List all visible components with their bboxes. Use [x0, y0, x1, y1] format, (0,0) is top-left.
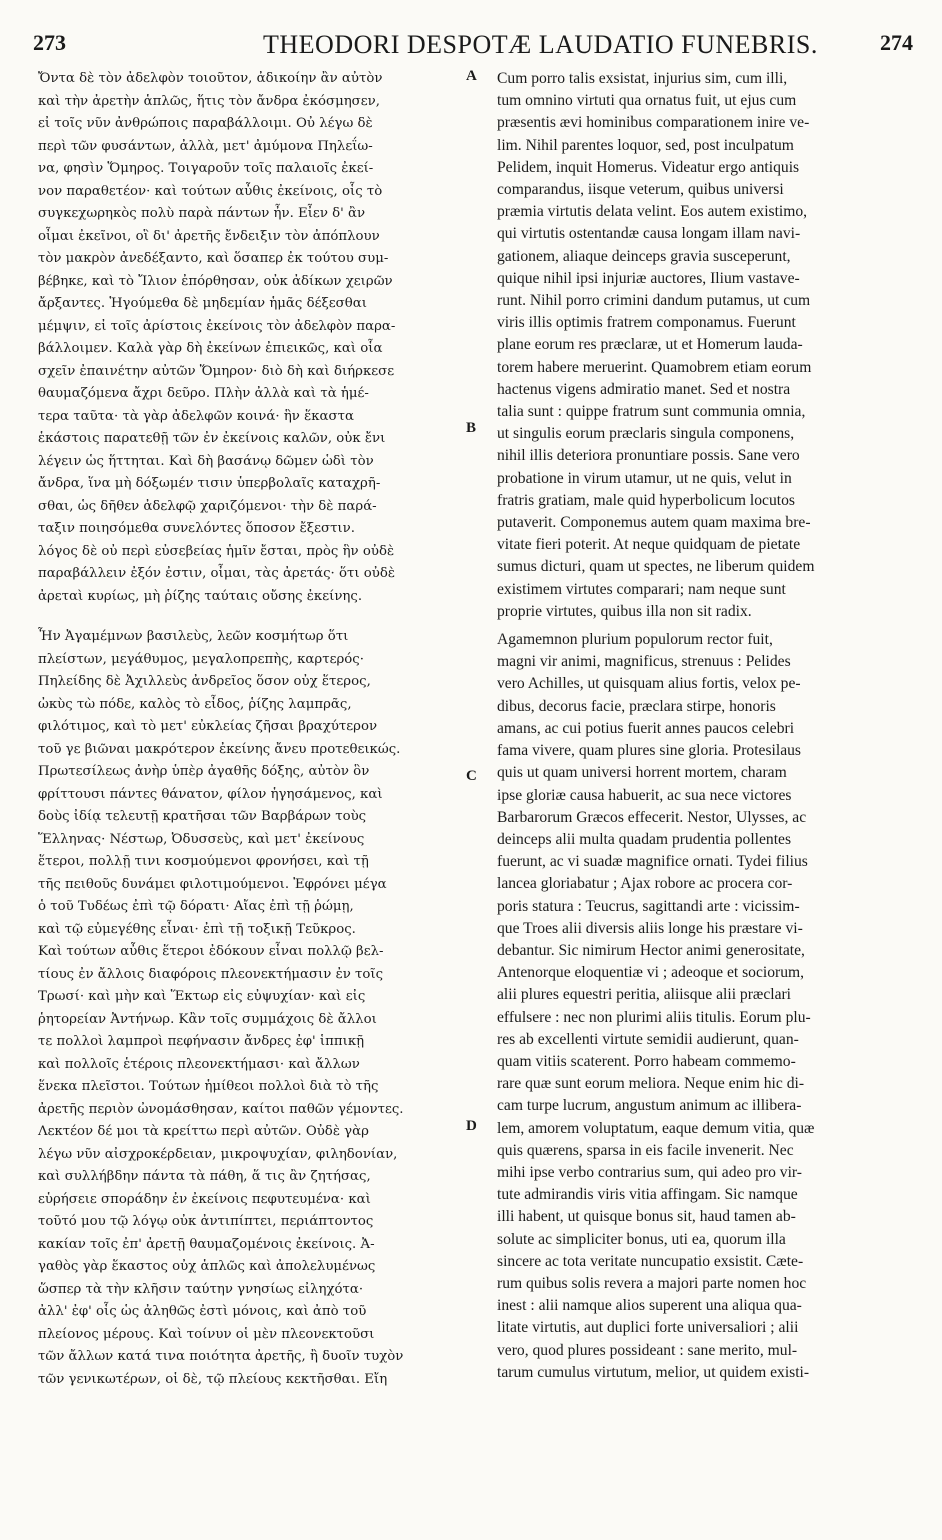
- greek-text-line: τοῦ γε βιῶναι μακρότερον ἐκείνης ἄνευ προτεθεικώς.: [38, 741, 401, 757]
- latin-text-line: rum quibus solis revera a majori parte nomen hoc: [497, 1274, 807, 1292]
- greek-text-line: κακίαν τοῖς ἐπ' ἀρετῇ θαυμαζομένοις ἐκείνοις. Ἀ-: [38, 1236, 375, 1252]
- greek-text-line: Ὄντα δὲ τὸν ἀδελφὸν τοιοῦτον, ἀδικοίην ἂν αὐτὸν: [38, 71, 383, 86]
- latin-text-line: inest : alii namque alios superent una aliqua qua-: [497, 1297, 802, 1315]
- greek-paragraph-2: [38, 626, 468, 1391]
- latin-text-line: talia sunt : quippe fratrum sunt communia omnia,: [497, 403, 806, 421]
- greek-text-line: οἶμαι ἐκεῖνοι, οἳ δι' ἀρετῆς ἔνδειξιν τὸν ἀπόπλουν: [38, 228, 380, 244]
- greek-text-line: γαθὸς γὰρ ἕκαστος οὐχ ἁπλῶς καὶ ἀπολελυμένως: [38, 1259, 376, 1274]
- greek-text-line: Λεκτέον δέ μοι τὰ κρείττω περὶ αὐτῶν. Οὐδὲ γὰρ: [38, 1124, 369, 1139]
- greek-text-line: εἰ τοῖς νῦν ἀνθρώποις παραβάλλοιμι. Οὐ λέγω δὲ: [38, 116, 373, 131]
- latin-text-line: proprie virtutes, quibus illa non sit radix.: [497, 602, 752, 620]
- greek-text-line: θαυμαζόμενα ἄχρι δεῦρο. Πλὴν ἀλλὰ καὶ τὰ ἡμέ-: [38, 386, 369, 401]
- section-marker-d: D: [466, 1118, 477, 1134]
- latin-text-line: res ab excellenti virtute semidii audierunt, quan-: [497, 1030, 799, 1048]
- greek-text-line: περὶ τῶν φυσάντων, ἀλλὰ, μετ' ἀμύμονα Πηλεΐω-: [38, 138, 373, 154]
- greek-text-line: λέγω νῦν αἰσχροκέρδειαν, μικροψυχίαν, φιληδονίαν,: [38, 1146, 398, 1162]
- latin-text-line: solute ac simpliciter bonus, uti ea, quorum illa: [497, 1230, 786, 1248]
- greek-text-line: λόγος δὲ οὐ περὶ εὐσεβείας ἡμῖν ἔσται, πρὸς ἣν οὐδὲ: [38, 543, 395, 559]
- latin-text-line: probatione in virum utamur, ut ne quis, velut in: [497, 469, 792, 487]
- latin-text-line: deinceps alii multa quadam prudentia pollentes: [497, 830, 792, 848]
- greek-text-line: τίους ἐν ἄλλοις διαφόροις πλεονεκτήμασιν ἐν τοῖς: [38, 966, 384, 982]
- greek-text-line: δοὺς ἰδίᾳ τελευτῇ κρατῆσαι τῶν Βαρβάρων τοὺς: [38, 809, 367, 824]
- latin-text-line: sumus dicturi, quam ut spectes, ne liberum quidem: [497, 558, 815, 576]
- greek-text-line: Καὶ τούτων αὖθις ἕτεροι ἐδόκουν εἶναι πολλῷ βελ-: [38, 944, 384, 959]
- latin-paragraph-2: [497, 629, 907, 1384]
- latin-text-line: nihil illis deteriora pronuntiare possis. Sane vero: [497, 447, 800, 465]
- greek-text-line: καὶ τὴν ἀρετὴν ἁπλῶς, ἥτις τὸν ἄνδρα ἐκόσμησεν,: [38, 93, 380, 109]
- latin-text-line: poris statura : Teucrus, sagittandi arte : vicissim-: [497, 897, 800, 915]
- latin-text-line: hactenus vigens admiratio manet. Sed et nostra: [497, 380, 791, 398]
- greek-text-line: βάλλοιμεν. Καλὰ γὰρ δὴ ἐκείνων ἐπιεικῶς, καὶ οἷα: [38, 341, 383, 356]
- latin-text-line: lancea gloriabatur ; Ajax robore ac procera cor-: [497, 875, 793, 893]
- section-marker-b: B: [466, 420, 477, 436]
- greek-text-line: Πηλείδης δὲ Ἀχιλλεὺς ἀνδρεῖος ὅσον οὐχ ἕτερος,: [38, 674, 371, 689]
- latin-text-line: debantur. Sic nimirum Hector animi generositate,: [497, 941, 805, 959]
- greek-column: [38, 68, 468, 1391]
- greek-text-line: μέμψιν, εἰ τοῖς ἀρίστοις ἐκείνοις τὸν ἀδελφὸν παρα-: [38, 318, 396, 334]
- greek-text-line: βέβηκε, καὶ τὸ Ἴλιον ἐπόρθησαν, οὐκ ἀδίκων χειρῶν: [38, 273, 393, 289]
- page-number-right: 274: [880, 30, 913, 55]
- greek-text-line: τερα ταῦτα· τὰ γὰρ ἀδελφῶν κοινά· ἣν ἕκαστα: [38, 408, 354, 424]
- latin-paragraph-1: [497, 68, 907, 623]
- greek-text-line: καὶ πολλοῖς ἑτέροις πλεονεκτήμασι· καὶ ἄλλων: [38, 1056, 360, 1072]
- greek-text-line: Ἦν Ἀγαμέμνων βασιλεὺς, λεῶν κοσμήτωρ ὅτι: [38, 629, 349, 644]
- latin-text-line: vitate fieri poterit. At neque quidquam de pietate: [497, 536, 801, 554]
- latin-text-line: tute admirandis viris vitia affingam. Sic namque: [497, 1186, 798, 1204]
- latin-text-line: qui virtutis ostentandæ causa longam illam navi-: [497, 225, 801, 243]
- greek-text-line: ὥσπερ τὰ τὴν κλῆσιν ταύτην γνησίως εἰληχότα·: [38, 1281, 364, 1297]
- greek-text-line: φιλότιμος, καὶ τὸ μετ' εὐκλείας ζῆσαι βραχύτερον: [38, 719, 378, 734]
- latin-text-line: mihi ipse verbo contrarius sum, qui adeo pro vir-: [497, 1163, 802, 1181]
- greek-text-line: ἀρεταὶ κυρίως, μὴ ῥίζης ταύταις οὔσης ἐκείνης.: [38, 588, 363, 604]
- latin-text-line: cam turpe lucrum, angustum animum ac illibera-: [497, 1097, 802, 1115]
- greek-text-line: καὶ συλλήβδην πάντα τὰ πάθη, ἅ τις ἂν ζητήσας,: [38, 1169, 371, 1184]
- greek-text-line: ὠκὺς τὼ πόδε, καλὸς τὸ εἶδος, ῥίζης λαμπρᾶς,: [38, 696, 352, 712]
- greek-text-line: Ἕλληνας· Νέστωρ, Ὀδυσσεὺς, καὶ μετ' ἐκείνους: [38, 831, 365, 847]
- latin-text-line: alii plures equestri peritia, aliisque alii præclari: [497, 986, 792, 1004]
- latin-text-line: quis quærens, sparsa in eis facile invenerit. Nec: [497, 1141, 794, 1159]
- latin-text-line: effulsere : nec non plurimi aliis titulis. Eorum plu-: [497, 1008, 811, 1026]
- latin-text-line: Barbarorum Græcos effecerit. Nestor, Ulysses, ac: [497, 808, 807, 826]
- greek-text-line: να, φησὶν Ὅμηρος. Τοιγαροῦν τοῖς παλαιοῖς ἐκεί-: [38, 161, 374, 176]
- greek-text-line: πλείονος μέρους. Καὶ τοίνυν οἱ μὲν πλεονεκτοῦσι: [38, 1326, 375, 1342]
- greek-text-line: ἄρξαντες. Ἡγούμεθα δὲ μηδεμίαν ἡμᾶς δέξεσθαι: [38, 296, 367, 311]
- latin-text-line: Pelidem, inquit Homerus. Videatur ergo antiquis: [497, 158, 800, 176]
- latin-text-line: gationem, aliaque deinceps gravia susceperunt,: [497, 247, 791, 265]
- latin-text-line: que Troes alii diversis aliis longe his præstare vi-: [497, 919, 803, 937]
- latin-text-line: quam vitiis scaterent. Porro habeam commemo-: [497, 1052, 796, 1070]
- latin-column: [497, 68, 907, 1384]
- latin-text-line: præsentis ævi hominibus comparationem inire ve-: [497, 114, 810, 132]
- latin-text-line: lim. Nihil parentes loquor, sed, post inculpatum: [497, 136, 794, 154]
- latin-text-line: existimem virtutes comparari; nam neque sunt: [497, 580, 786, 598]
- greek-text-line: νον παραθετέον· καὶ τούτων αὖθις ἐκείνοις, οἷς τὸ: [38, 183, 383, 199]
- latin-text-line: putaverit. Componemus autem quam maxima bre-: [497, 514, 811, 532]
- greek-text-line: καὶ τῷ εὐμεγέθης εἶναι· ἐπὶ τῇ τοξικῇ Τεῦκρος.: [38, 921, 356, 937]
- paragraph-gap: [38, 608, 468, 626]
- greek-text-line: λέγειν ὡς ἥττηται. Καὶ δὴ βασάνῳ δῶμεν ὡδὶ τὸν: [38, 453, 374, 469]
- latin-text-line: tarum cumulus virtutum, melior, ut quidem existi-: [497, 1363, 810, 1381]
- latin-text-line: sincere ac tota veritate nuncupatio exsistit. Cæte-: [497, 1252, 804, 1270]
- latin-text-line: dibus, decorus facie, præclara stirpe, honoris: [497, 697, 776, 715]
- latin-text-line: torem habere meruerint. Quamobrem etiam eorum: [497, 358, 812, 376]
- greek-text-line: τῶν γενικωτέρων, οἱ δὲ, τῷ πλείους κεκτῆσθαι. Εἴη: [38, 1371, 388, 1387]
- greek-text-line: τῆς πειθοῦς δυνάμει φιλοτιμούμενοι. Ἐφρόνει μέγα: [38, 876, 387, 892]
- latin-text-line: Cum porro talis exsistat, injurius sim, cum illi,: [497, 70, 788, 87]
- greek-text-line: ἄνδρα, ἵνα μὴ δόξωμέν τισιν ὑπερβολαῖς καταχρῆ-: [38, 476, 381, 491]
- latin-text-line: lem, amorem voluptatum, eaque demum vitia, quæ: [497, 1119, 815, 1137]
- latin-text-line: Agamemnon plurium populorum rector fuit,: [497, 631, 773, 649]
- greek-text-line: παραβάλλειν ἐξόν ἐστιν, οἶμαι, τὰς ἀρετάς· ὅτι οὐδὲ: [38, 566, 396, 581]
- running-header: [33, 30, 913, 60]
- latin-text-line: quis ut quam universi horrent mortem, charam: [497, 764, 787, 782]
- latin-text-line: fratris gratiam, male quid hyperbolicum locutos: [497, 491, 795, 509]
- latin-text-line: viris illis optimis fratrem componamus. Fuerunt: [497, 314, 796, 332]
- greek-text-line: ἑκάστοις παρατεθῇ τῶν ἐν ἐκείνοις καλῶν, οὐκ ἔνι: [38, 431, 386, 446]
- latin-text-line: litate virtutis, aut duplici forte universaliori ; alii: [497, 1319, 799, 1337]
- latin-text-line: ipse gloriæ causa habuerit, ac sua nece victores: [497, 786, 792, 804]
- greek-text-line: ἕνεκα πλεῖστοι. Τούτων ἡμίθεοι πολλοὶ διὰ τὸ τῆς: [38, 1079, 379, 1094]
- greek-text-line: τοῦτό μου τῷ λόγῳ οὐκ ἀντιπίπτει, περιάπτοντος: [38, 1214, 374, 1229]
- greek-text-line: ἀρετῆς περιὸν ὠνομάσθησαν, καίτοι παθῶν γέμοντες.: [38, 1101, 404, 1117]
- section-marker-c: C: [466, 768, 477, 784]
- latin-text-line: fama vivere, quam plures sine gloria. Protesilaus: [497, 742, 801, 760]
- greek-text-line: ὁ τοῦ Τυδέως ἐπὶ τῷ δόρατι· Αἴας ἐπὶ τῇ ῥώμῃ,: [38, 899, 354, 914]
- latin-text-line: plane eorum res præclaræ, ut et Homerum lauda-: [497, 336, 803, 354]
- latin-text-line: quique nihil ipsi injuriæ auctores, Ilium vastave-: [497, 269, 800, 287]
- greek-text-line: πλείστων, μεγάθυμος, μεγαλοπρεπὴς, καρτερός·: [38, 651, 364, 667]
- greek-text-line: ἕτεροι, πολλῇ τινι κοσμούμενοι φρονήσει, καὶ τῇ: [38, 854, 369, 869]
- latin-text-line: tum omnino virtuti qua ornatus fuit, ut ejus cum: [497, 92, 797, 110]
- greek-text-line: φρίττουσι πάντες θάνατον, φίλον ἡγησάμενος, καὶ: [38, 786, 383, 802]
- greek-paragraph-1: [38, 68, 468, 608]
- greek-text-line: τῶν ἄλλων κατά τινα ποιότητα ἀρετῆς, ἢ δυοῖν τυχὸν: [38, 1349, 404, 1364]
- latin-text-line: ut singulis eorum præclaris singula componens,: [497, 425, 795, 443]
- latin-text-line: magni vir animi, magnificus, strenuus : Pelides: [497, 653, 791, 671]
- page-number-left: 273: [33, 30, 66, 55]
- latin-text-line: Antenorque eloquentiæ vi ; adeoque et sociorum,: [497, 964, 805, 982]
- greek-text-line: τὸν μακρὸν ἀνεδέξαντο, καὶ ὅσαπερ ἐκ τούτου συμ-: [38, 251, 389, 266]
- latin-text-line: amans, ac cui potius fuerit annes paucos celebri: [497, 719, 795, 737]
- latin-text-line: comparandus, iisque veterum, quibus universi: [497, 181, 784, 199]
- greek-text-line: εὑρήσειε σποράδην ἐν ἐκείνοις πεφυτευμένα· καὶ: [38, 1191, 371, 1207]
- greek-text-line: σχεῖν ἐπαινέτην αὐτῶν Ὅμηρον· διὸ δὴ καὶ διήρκεσε: [38, 363, 395, 379]
- latin-text-line: præmia virtutis delata velint. Eos autem existimo,: [497, 203, 808, 221]
- greek-text-line: ἀλλ' ἐφ' οἷς ὡς ἀληθῶς ἐστὶ μόνοις, καὶ ἀπὸ τοῦ: [38, 1304, 367, 1319]
- greek-text-line: ῥητορείαν Ἀντήνωρ. Κἂν τοῖς συμμάχοις δὲ ἄλλοι: [38, 1011, 377, 1027]
- latin-text-line: rare quæ sunt eorum meliora. Neque enim hic di-: [497, 1075, 805, 1093]
- section-marker-a: A: [466, 68, 477, 84]
- latin-text-line: runt. Nihil porro crimini dandum putamus, ut cum: [497, 292, 811, 310]
- greek-text-line: Πρωτεσίλεως ἀνὴρ ὑπὲρ ἀγαθῆς δόξης, αὐτὸν ὃν: [38, 764, 370, 779]
- greek-text-line: σθαι, ὡς δῆθεν ἀδελφῷ χαριζόμενοι· τὴν δὲ παρά-: [38, 498, 377, 514]
- latin-text-line: fuerunt, ac vi suadæ magnifice ornati. Tydei filius: [497, 853, 808, 871]
- greek-text-line: συγκεχωρηκὸς πολὺ παρὰ πάντων ἦν. Εἶεν δ' ἂν: [38, 206, 366, 221]
- latin-text-line: vero, quod plures possideant : sane merito, mul-: [497, 1341, 798, 1359]
- greek-text-line: Τρωσί· καὶ μὴν καὶ Ἕκτωρ εἰς εὐψυχίαν· καὶ εἰς: [38, 989, 366, 1004]
- running-title: THEODORI DESPOTÆ LAUDATIO FUNEBRIS.: [263, 30, 818, 59]
- greek-text-line: ταξιν ποιησόμεθα συνελόντες ὅποσον ἔξεστιν.: [38, 521, 355, 536]
- latin-text-line: illi habent, ut quisque bonus sit, haud tamen ab-: [497, 1208, 796, 1226]
- greek-text-line: τε πολλοὶ λαμπροὶ πεφήνασιν ἄνδρες ἐφ' ἱππικῇ: [38, 1034, 365, 1049]
- latin-text-line: vero Achilles, ut quisquam alius fortis, velox pe-: [497, 675, 801, 693]
